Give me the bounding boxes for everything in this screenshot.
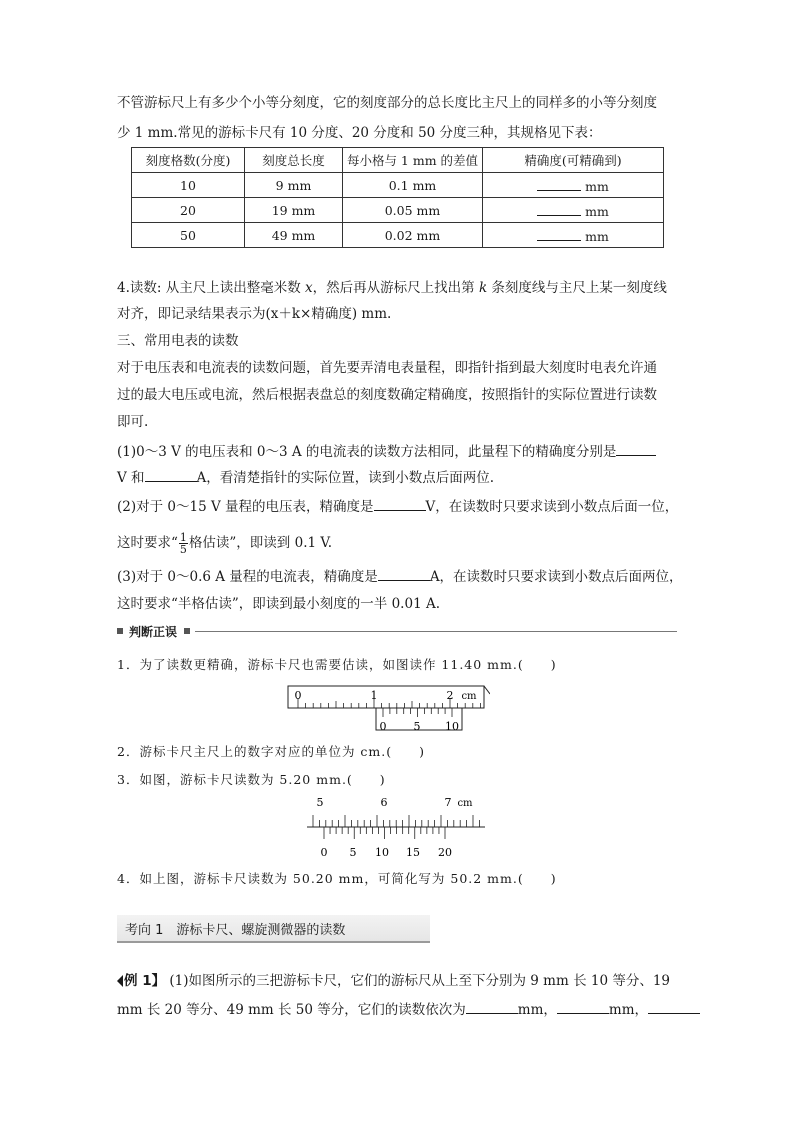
table-cell-answer	[483, 173, 664, 198]
table-row	[132, 223, 664, 248]
unit-label: mm，	[608, 1002, 648, 1018]
answer-blank[interactable]	[378, 567, 430, 581]
section3-paragraph-line: 对于电压表和电流表的读数问题，首先要弄清电表量程，即指针指到最大刻度时电表允许通	[117, 360, 657, 376]
answer-blank[interactable]	[537, 227, 581, 241]
table-header-row	[132, 148, 664, 173]
table-row	[132, 173, 664, 198]
main-scale-label: 5	[316, 796, 324, 809]
main-scale-label: 6	[380, 796, 388, 809]
caliper-1-ticks	[288, 686, 490, 730]
table-cell: 19 mm	[245, 198, 343, 223]
fraction-numerator: 1	[179, 531, 187, 544]
item-text: 格估读”，即读到 0.1 V.	[188, 535, 333, 551]
vernier-caliper-diagram-2	[305, 794, 490, 860]
caliper-2-ticks	[307, 815, 485, 839]
example-line-2	[117, 1000, 700, 1019]
reading-line-1	[117, 279, 667, 297]
table-header-cell: 每小格与 1 mm 的差值	[343, 148, 483, 173]
table-cell: 0.1 mm	[343, 173, 483, 198]
unit-label: mm	[585, 203, 609, 219]
square-bullet-icon	[117, 628, 123, 634]
item-text: 这时要求“	[117, 535, 178, 551]
vernier-scale-label: 10	[445, 720, 459, 733]
table-row	[132, 198, 664, 223]
fraction	[179, 532, 188, 555]
answer-blank[interactable]	[616, 442, 656, 456]
main-scale-frame	[288, 686, 484, 708]
answer-blank[interactable]	[145, 468, 197, 482]
table-cell-answer	[483, 223, 664, 248]
example-text: (1)如图所示的三把游标卡尺，它们的游标尺从上至下分别为 9 mm 长 10 等分、19	[169, 973, 671, 989]
topic-banner	[117, 915, 430, 943]
section-title: 三、常用电表的读数	[117, 333, 239, 349]
unit-label: mm	[585, 178, 609, 194]
judge-question-1: 1．为了读数更精确，游标卡尺也需要估读，如图读作 11.40 mm.( )	[117, 657, 557, 672]
answer-blank[interactable]	[557, 1000, 609, 1014]
unit-label: mm，	[517, 1002, 557, 1018]
table-cell: 49 mm	[245, 223, 343, 248]
table-cell: 50	[132, 223, 245, 248]
judge-section-header	[117, 624, 677, 640]
item-text: A，看清楚指针的实际位置，读到小数点后面两位.	[196, 470, 495, 486]
table-cell-answer	[483, 198, 664, 223]
table-cell: 9 mm	[245, 173, 343, 198]
variable-x: x	[305, 280, 313, 296]
reading-text: ，然后再从游标尺上找出第	[312, 280, 479, 296]
section3-paragraph-line: 过的最大电压或电流，然后根据表盘总的刻度数确定精确度，按照指针的实际位置进行读数	[117, 387, 657, 403]
table-header-cell: 刻度总长度	[245, 148, 343, 173]
unit-label: cm	[457, 798, 473, 809]
vernier-scale-label: 20	[438, 846, 452, 859]
item-text: V 和	[117, 470, 145, 486]
variable-k: k	[478, 280, 488, 296]
main-scale-label: 0	[294, 689, 302, 702]
square-bullet-icon	[184, 628, 190, 634]
item2-line-1	[117, 497, 678, 516]
answer-blank[interactable]	[537, 202, 581, 216]
vernier-scale-label: 5	[349, 846, 357, 859]
main-scale-label: 2	[446, 689, 454, 702]
main-scale-label: 1	[370, 689, 378, 702]
bracket-icon	[117, 975, 123, 987]
judge-question-3: 3．如图，游标卡尺读数为 5.20 mm.( )	[117, 772, 386, 787]
unit-label: mm	[585, 228, 609, 244]
unit-label: cm	[461, 691, 477, 702]
example-text: mm 长 20 等分、49 mm 长 50 等分，它们的读数依次为	[117, 1002, 466, 1018]
fraction-denominator: 5	[179, 543, 187, 556]
table-header-cell: 精确度(可精确到)	[483, 148, 664, 173]
item3-line-1	[117, 567, 683, 586]
main-scale-label: 7	[444, 796, 452, 809]
intro-line-1: 不管游标尺上有多少个小等分刻度，它的刻度部分的总长度比主尺上的同样多的小等分刻度	[117, 95, 657, 111]
vernier-scale-label: 0	[379, 720, 387, 733]
vernier-spec-table	[131, 147, 664, 248]
reading-text: 条刻度线与主尺上某一刻度线	[487, 280, 667, 296]
item-text: (2)对于 0～15 V 量程的电压表，精确度是	[117, 499, 374, 515]
table-cell: 0.02 mm	[343, 223, 483, 248]
item-text: V，在读数时只要求读到小数点后面一位，	[425, 499, 679, 515]
table-cell: 20	[132, 198, 245, 223]
example-line-1	[117, 972, 670, 990]
item-text: A，在读数时只要求读到小数点后面两位，	[429, 569, 683, 585]
frame-edge	[484, 686, 490, 694]
judge-question-2: 2．游标卡尺主尺上的数字对应的单位为 cm.( )	[117, 744, 426, 759]
table-cell: 10	[132, 173, 245, 198]
vernier-scale-label: 10	[375, 846, 389, 859]
table-header-cell: 刻度格数(分度)	[132, 148, 245, 173]
divider-line	[195, 631, 677, 632]
item1-line-2	[117, 468, 494, 487]
example-tag: 例 1】	[117, 973, 165, 989]
item2-line-2	[117, 532, 332, 555]
answer-blank[interactable]	[466, 1000, 518, 1014]
example-tag-label: 例 1	[124, 973, 152, 989]
answer-blank[interactable]	[648, 1000, 700, 1014]
judge-header-label: 判断正误	[129, 625, 178, 639]
answer-blank[interactable]	[537, 177, 581, 191]
vernier-caliper-diagram-1	[286, 684, 490, 734]
item-text: (1)0～3 V 的电压表和 0～3 A 的电流表的读数方法相同，此量程下的精确度分别是	[117, 444, 617, 460]
judge-question-4: 4．如上图，游标卡尺读数为 50.20 mm，可简化写为 50.2 mm.( )	[117, 871, 557, 886]
item1-line-1	[117, 442, 656, 461]
item-text: (3)对于 0～0.6 A 量程的电流表，精确度是	[117, 569, 378, 585]
item3-line-2: 这时要求“半格估读”，即读到最小刻度的一半 0.01 A.	[117, 596, 440, 612]
section3-paragraph-line: 即可.	[117, 414, 149, 430]
vernier-scale-label: 15	[406, 846, 420, 859]
reading-line-2: 对齐，即记录结果表示为(x＋k×精确度) mm.	[117, 306, 392, 322]
intro-line-2: 少 1 mm.常见的游标卡尺有 10 分度、20 分度和 50 分度三种，其规格见下表：	[117, 125, 602, 141]
vernier-scale-label: 5	[413, 720, 421, 733]
vernier-scale-label: 0	[320, 846, 328, 859]
topic-title: 考向 1 游标卡尺、螺旋测微器的读数	[125, 923, 346, 938]
table-cell: 0.05 mm	[343, 198, 483, 223]
answer-blank[interactable]	[374, 497, 426, 511]
reading-text: 4.读数: 从主尺上读出整毫米数	[117, 280, 306, 296]
